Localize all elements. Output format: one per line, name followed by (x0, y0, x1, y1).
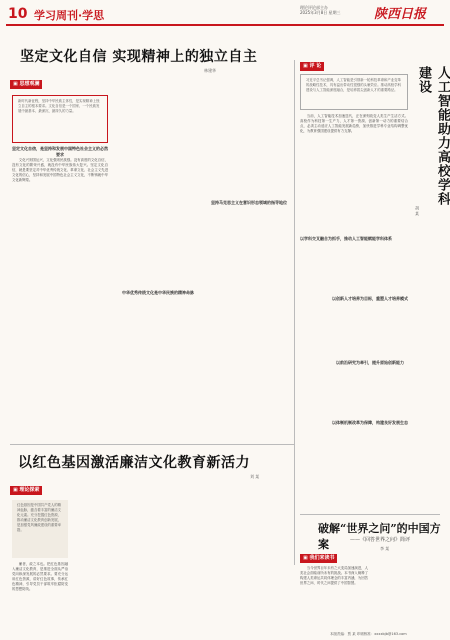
article2-column-2 (74, 486, 142, 632)
article1-column-2 (114, 88, 202, 438)
commentary-section-1 (300, 244, 440, 294)
date-line-1: 理论评论部主办 (300, 5, 328, 10)
article3-column-2 (372, 566, 440, 630)
commentary-author: 胡 某 (415, 206, 420, 216)
commentary-section-4 (300, 428, 440, 508)
header-rule (6, 24, 444, 26)
commentary-subhead-4: 以体制机制改革为保障，构建良好发展生态 (332, 420, 408, 425)
commentary-body: 当前，人工智能技术加速迭代，正在深刻改变人类生产生活方式。高校作为科技第一生产力、人才第一资源、创新第一动力的重要结合点，必须主动适应人工智能发展新趋势，加快推进学科专业结构调整优化，为教育强国建设提供有力支撑。 (300, 114, 408, 133)
commentary-subhead-2: 以创新人才培养为目标，重塑人才培养模式 (332, 296, 408, 301)
date-line-2: 2025年3月8日 星期三 (300, 10, 341, 15)
column-icon: ▣ (13, 81, 20, 87)
column-divider (294, 60, 295, 565)
article2-column-4 (222, 486, 290, 632)
commentary-subhead-1: 以学科交叉融合为抓手，推动人工智能赋能学科体系 (300, 236, 392, 241)
article1-column-label-text: 思想观澜 (19, 81, 40, 87)
commentary-abstract: 习近平总书记强调，人工智能是引领新一轮科技革命和产业变革的战略性技术，具有溢出带动性很强的头雁效应。推动高校学科建设与人工智能深度融合，是培养拔尖创新人才的重要路径。 (300, 74, 408, 110)
section-title: 学习周刊·学思 (34, 9, 105, 22)
article3-column-label-text: 我们来读书 (309, 555, 335, 561)
article3-column-label (300, 554, 337, 563)
article3-author: 李 某 (380, 546, 390, 551)
article2-abstract: 红色基因是中国共产党人的精神血脉，蕴含着丰富的廉洁文化元素。充分挖掘红色资源，推动廉洁文化教育创新发展，是加强党风廉政建设的重要举措。 (12, 500, 68, 558)
article3-column-1 (300, 566, 368, 630)
article1-title: 坚定文化自信 实现精神上的独立自主 (20, 49, 258, 65)
article2-author: 刘 某 (250, 474, 260, 479)
article2-column-label (10, 486, 42, 495)
article1-author: 林建华 (204, 68, 216, 73)
column-icon: ▣ (303, 63, 310, 69)
commentary-label-text: 评 论 (309, 63, 322, 69)
article2-column-1 (12, 562, 68, 632)
article1-body: 文化兴则国运兴，文化强则民族强。没有高度的文化自信，没有文化的繁荣兴盛，就没有中华民族伟大复兴。坚定文化自信，就是要坚定对中华优秀传统文化、革命文化、社会主义先进文化的信心，坚持和发展中国特色社会主义文化，不断铸就中华文化新辉煌。 (12, 158, 108, 182)
article3-subtitle: ——《回答世界之问》简评 (350, 537, 411, 543)
article1-subhead-2: 中华优秀传统文化是中华民族的精神命脉 (122, 290, 194, 295)
article1-column-3 (208, 88, 290, 438)
article1-column-label (10, 80, 42, 89)
page-footer: 本版责编：贾 某 印刷核准：xxxxbjb@163.com (330, 632, 407, 636)
commentary-subhead-3: 以前沿研究为牵引，提升原始创新能力 (336, 360, 404, 365)
section-divider-right (300, 514, 440, 515)
commentary-section-3 (300, 368, 440, 418)
date-info (300, 5, 341, 15)
commentary-intro (300, 114, 408, 234)
column-icon: ▣ (13, 487, 20, 493)
article2-column-3 (148, 486, 216, 632)
article3-body: 当今世界百年未有之大变局加速演进，人类社会面临前所未有的挑战。本书深入阐释了构建人类命运共同体理念的丰富内涵，为回答世界之问、时代之问提供了中国智慧。 (300, 566, 368, 585)
article2-title: 以红色基因激活廉洁文化教育新活力 (18, 455, 250, 471)
section-divider (10, 444, 294, 445)
column-icon: ▣ (303, 555, 310, 561)
article2-body: 廉者，政之本也。把红色基因融入廉洁文化教育，是推进全面从严治党向纵深发展的必然要求。要充分运用红色资源，讲好红色故事，传承红色精神，引导党员干部筑牢拒腐防变的思想防线。 (12, 562, 68, 591)
article1-column-1 (12, 158, 108, 438)
article1-subhead-1: 坚定文化自信，是坚持和发展中国特色社会主义的必然要求 (12, 146, 108, 157)
commentary-section-2 (300, 304, 440, 358)
article1-subhead-3: 坚持马克思主义在意识形态领域的指导地位 (211, 200, 287, 205)
commentary-label (300, 62, 324, 71)
commentary-title: 人工智能助力高校学科建设 (416, 66, 450, 206)
page-number: 10 (8, 6, 28, 22)
article1-abstract: 新时代新征程，坚持中华民族主体性，是实现精神上独立自主的根本要求。文化自信是一个国家、一个民族发展中最基本、最深沉、最持久的力量。 (12, 95, 108, 143)
article3-title: 破解“世界之问”的中国方案 (318, 522, 441, 551)
article2-column-label-text: 理论探索 (19, 487, 40, 493)
newspaper-logo: 陕西日报 (374, 7, 427, 22)
